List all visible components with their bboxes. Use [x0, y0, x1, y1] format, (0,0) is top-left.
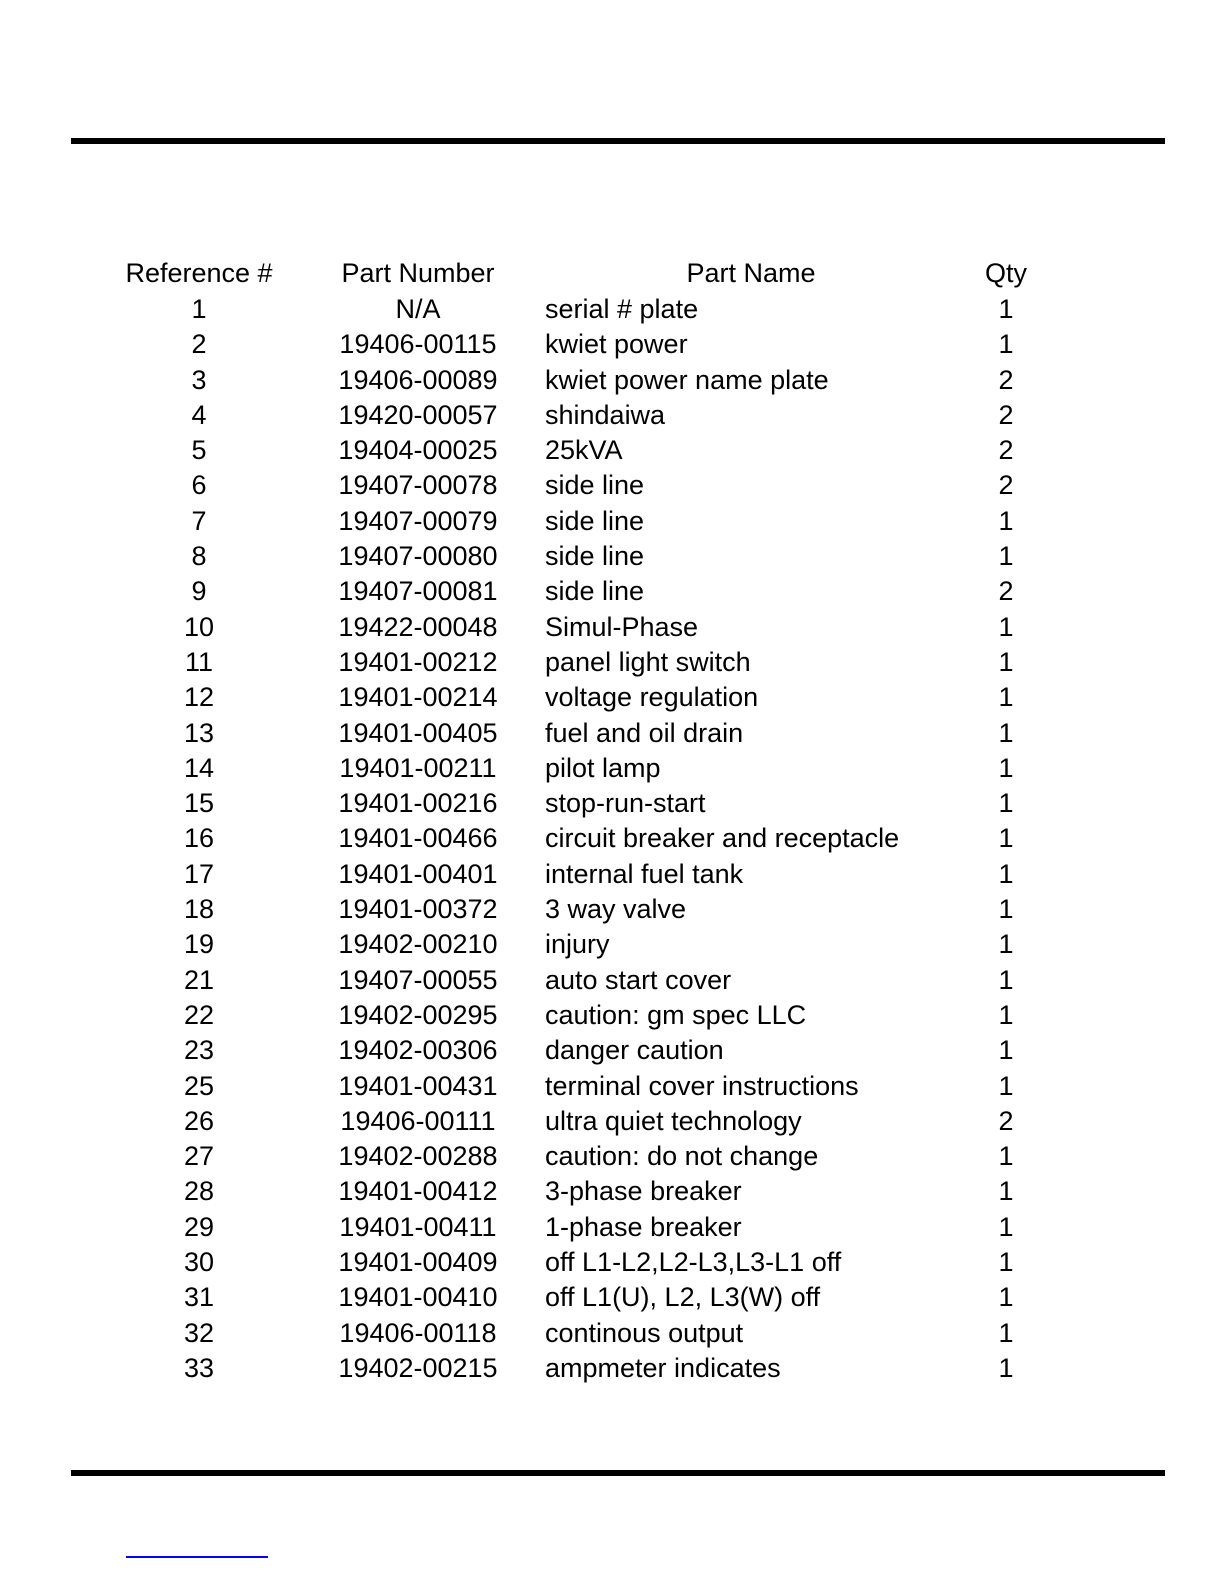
table-row: [0, 1245, 1225, 1280]
cell-part-number: 19402-00210: [338, 929, 498, 960]
cell-part-number: 19406-00089: [338, 364, 498, 395]
header-reference: Reference #: [125, 258, 273, 288]
cell-part-name: danger caution: [545, 1035, 724, 1066]
cell-reference: 18: [183, 894, 215, 925]
cell-qty: 2: [998, 576, 1014, 607]
cell-reference: 22: [183, 999, 215, 1030]
cell-part-number: 19407-00081: [338, 576, 498, 607]
cell-qty: 1: [998, 929, 1014, 960]
cell-qty: 2: [998, 399, 1014, 430]
table-row: [0, 1210, 1225, 1245]
table-row: [0, 716, 1225, 751]
table-row: [0, 998, 1225, 1033]
cell-qty: 1: [998, 1352, 1014, 1383]
cell-qty: 1: [998, 788, 1014, 819]
cell-reference: 30: [183, 1247, 215, 1278]
cell-part-name: Simul-Phase: [545, 611, 699, 642]
cell-part-number: 19402-00288: [338, 1141, 498, 1172]
cell-reference: 7: [191, 505, 207, 536]
cell-reference: 8: [191, 541, 207, 572]
cell-reference: 2: [191, 329, 207, 360]
cell-qty: 1: [998, 894, 1014, 925]
cell-qty: 2: [998, 470, 1014, 501]
cell-reference: 17: [183, 858, 215, 889]
table-row: [0, 504, 1225, 539]
table-row: [0, 1316, 1225, 1351]
cell-reference: 32: [183, 1317, 215, 1348]
cell-part-number: 19406-00118: [339, 1317, 497, 1348]
cell-part-name: caution: do not change: [545, 1141, 819, 1172]
table-row: [0, 892, 1225, 927]
cell-part-name: 3-phase breaker: [545, 1176, 742, 1207]
cell-part-name: side line: [545, 470, 645, 501]
cell-part-number: 19401-00401: [338, 858, 498, 889]
cell-part-name: pilot lamp: [545, 752, 661, 783]
cell-part-name: kwiet power name plate: [545, 364, 829, 395]
table-row: [0, 645, 1225, 680]
cell-part-name: side line: [545, 505, 645, 536]
cell-part-number: 19402-00306: [338, 1035, 498, 1066]
cell-part-number: 19401-00466: [338, 823, 498, 854]
cell-part-number: 19404-00025: [338, 435, 498, 466]
table-row: [0, 539, 1225, 574]
cell-reference: 15: [183, 788, 215, 819]
cell-reference: 14: [183, 752, 215, 783]
cell-part-name: terminal cover instructions: [545, 1070, 859, 1101]
cell-qty: 1: [998, 1035, 1014, 1066]
cell-qty: 1: [998, 1141, 1014, 1172]
cell-reference: 10: [183, 611, 215, 642]
cell-part-number: 19406-00111: [340, 1105, 496, 1136]
table-row: [0, 610, 1225, 645]
cell-part-number: 19407-00080: [338, 541, 498, 572]
table-row: [0, 1174, 1225, 1209]
table-row: [0, 574, 1225, 609]
cell-reference: 6: [191, 470, 207, 501]
next-page-fragment: [0, 1552, 1225, 1585]
cell-part-name: voltage regulation: [545, 682, 759, 713]
cell-part-name: caution: gm spec LLC: [545, 999, 807, 1030]
cell-part-name: 3 way valve: [545, 894, 687, 925]
table-header-row: [0, 256, 1225, 292]
cell-part-number: 19401-00211: [339, 752, 497, 783]
cell-qty: 1: [998, 999, 1014, 1030]
header-part-name: Part Name: [686, 258, 816, 288]
cell-part-number: 19401-00431: [338, 1070, 498, 1101]
cell-part-number: 19401-00212: [338, 646, 498, 677]
cell-part-name: circuit breaker and receptacle: [545, 823, 900, 854]
cell-qty: 1: [998, 1247, 1014, 1278]
cell-part-name: panel light switch: [545, 646, 751, 677]
cell-reference: 33: [183, 1352, 215, 1383]
table-row: [0, 398, 1225, 433]
header-qty: Qty: [984, 258, 1027, 288]
table-row: [0, 327, 1225, 362]
cell-qty: 1: [998, 611, 1014, 642]
cell-qty: 1: [998, 858, 1014, 889]
cell-qty: 1: [998, 329, 1014, 360]
cell-reference: 9: [191, 576, 207, 607]
cell-qty: 1: [998, 717, 1014, 748]
cell-reference: 31: [183, 1282, 215, 1313]
cell-reference: 11: [184, 646, 214, 677]
cell-part-number: 19401-00405: [338, 717, 498, 748]
cell-part-number: 19401-00372: [338, 894, 498, 925]
cell-qty: 1: [998, 1317, 1014, 1348]
cell-part-number: 19422-00048: [338, 611, 498, 642]
cell-qty: 1: [998, 1211, 1014, 1242]
cell-part-number: 19407-00079: [338, 505, 498, 536]
cell-reference: 23: [183, 1035, 215, 1066]
cell-reference: 1: [191, 294, 207, 324]
cell-part-name: ultra quiet technology: [545, 1105, 802, 1136]
cell-part-number: 19401-00214: [338, 682, 498, 713]
cell-part-name: 25kVA: [545, 435, 623, 466]
cell-reference: 26: [183, 1105, 215, 1136]
cell-qty: 1: [998, 1282, 1014, 1313]
table-row: [0, 468, 1225, 503]
table-body: [0, 292, 1225, 1386]
cell-reference: 29: [183, 1211, 215, 1242]
table-row: [0, 433, 1225, 468]
table-row: [0, 963, 1225, 998]
cell-part-name: auto start cover: [545, 964, 732, 995]
table-row: [0, 363, 1225, 398]
cell-part-number: 19401-00411: [339, 1211, 497, 1242]
table-row: [0, 1280, 1225, 1315]
cell-reference: 25: [183, 1070, 215, 1101]
cell-part-number: 19420-00057: [338, 399, 498, 430]
table-row: [0, 1351, 1225, 1386]
table-row: [0, 1104, 1225, 1139]
cell-qty: 2: [998, 364, 1014, 395]
cell-reference: 5: [191, 435, 207, 466]
table-row: [0, 1069, 1225, 1104]
cell-reference: 3: [191, 364, 207, 395]
table-row: [0, 821, 1225, 856]
cell-qty: 1: [998, 646, 1014, 677]
cell-qty: 1: [998, 752, 1014, 783]
cell-qty: 1: [998, 682, 1014, 713]
cell-qty: 1: [998, 294, 1014, 324]
cell-part-number: 19407-00055: [338, 964, 498, 995]
cell-qty: 2: [998, 435, 1014, 466]
link-underline: [126, 1556, 268, 1558]
cell-qty: 1: [998, 505, 1014, 536]
cell-part-name: injury: [545, 929, 610, 960]
table-row: [0, 680, 1225, 715]
table-row: [0, 786, 1225, 821]
cell-part-name: shindaiwa: [545, 399, 666, 430]
cell-qty: 2: [998, 1105, 1014, 1136]
cell-qty: 1: [998, 1070, 1014, 1101]
cell-part-number: 19406-00115: [339, 329, 497, 360]
parts-table: [0, 256, 1225, 1386]
cell-qty: 1: [998, 541, 1014, 572]
cell-part-name: side line: [545, 541, 645, 572]
table-row: [0, 1033, 1225, 1068]
cell-part-name: stop-run-start: [545, 788, 706, 819]
bottom-rule: [71, 1470, 1165, 1476]
cell-part-name: continous output: [545, 1317, 744, 1348]
cell-part-number: 19402-00295: [338, 999, 498, 1030]
cell-part-number: 19401-00412: [338, 1176, 498, 1207]
cell-part-name: off L1-L2,L2-L3,L3-L1 off: [545, 1247, 842, 1278]
cell-reference: 28: [183, 1176, 215, 1207]
table-row: [0, 751, 1225, 786]
cell-part-name: kwiet power: [545, 329, 688, 360]
cell-part-name: fuel and oil drain: [545, 717, 744, 748]
cell-part-name: ampmeter indicates: [545, 1352, 781, 1383]
cell-qty: 1: [998, 823, 1014, 854]
cell-part-number: 19402-00215: [338, 1352, 498, 1383]
table-row: [0, 927, 1225, 962]
cell-part-number: 19401-00410: [338, 1282, 498, 1313]
cell-part-number: 19407-00078: [338, 470, 498, 501]
top-rule: [71, 138, 1165, 144]
cell-qty: 1: [998, 964, 1014, 995]
cell-part-number: 19401-00409: [338, 1247, 498, 1278]
cell-reference: 27: [183, 1141, 215, 1172]
table-row: [0, 292, 1225, 327]
cell-reference: 12: [183, 682, 215, 713]
cell-reference: 19: [183, 929, 215, 960]
cell-reference: 21: [183, 964, 215, 995]
cell-qty: 1: [998, 1176, 1014, 1207]
cell-part-number: 19401-00216: [338, 788, 498, 819]
cell-part-name: 1-phase breaker: [545, 1211, 742, 1242]
cell-part-number: N/A: [395, 294, 441, 324]
table-row: [0, 857, 1225, 892]
cell-part-name: internal fuel tank: [545, 858, 744, 889]
cell-part-name: off L1(U), L2, L3(W) off: [545, 1282, 821, 1313]
cell-reference: 4: [191, 399, 207, 430]
cell-part-name: side line: [545, 576, 645, 607]
cell-reference: 16: [183, 823, 215, 854]
cell-part-name: serial # plate: [545, 294, 699, 324]
table-row: [0, 1139, 1225, 1174]
cell-reference: 13: [183, 717, 215, 748]
header-part-number: Part Number: [341, 258, 495, 288]
